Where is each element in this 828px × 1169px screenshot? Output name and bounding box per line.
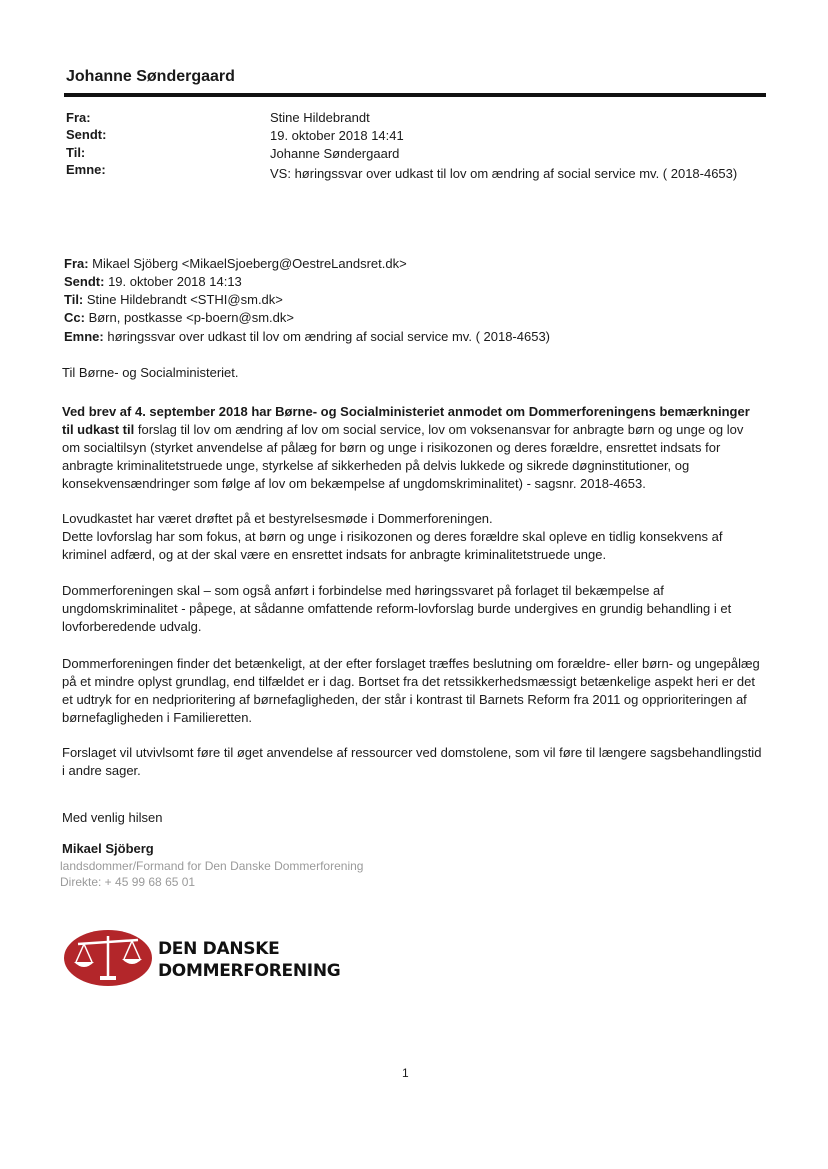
forwarded-cc-line <box>64 308 294 327</box>
mailbox-owner-name: Johanne Søndergaard <box>66 68 235 85</box>
signature-title: landsdommer/Formand for Den Danske Dommerforening <box>60 859 364 873</box>
page-number: 1 <box>402 1066 409 1080</box>
forwarded-sent-line <box>64 272 242 291</box>
forwarded-to-line <box>64 290 283 309</box>
outer-sent-value: 19. oktober 2018 14:41 <box>270 128 404 143</box>
header-rule <box>64 93 766 97</box>
body-paragraph-1 <box>62 403 762 493</box>
body-paragraph-4: Dommerforeningen skal – som også anført i forbindelse med høringssvaret på forlaget til bekæmpelse af ungdomskriminalitet - påpege, at sådanne omfattende reform-lovforslag burde undergives en grundig behandling i et lovforberedende udvalg. <box>62 583 732 634</box>
outer-sent-label: Sendt: <box>66 127 107 142</box>
forwarded-to-label: Til: <box>64 292 84 307</box>
scales-of-justice-icon <box>62 928 154 988</box>
forwarded-from-value: Mikael Sjöberg <MikaelSjoeberg@OestreLandsret.dk> <box>88 256 407 271</box>
outer-to-value: Johanne Søndergaard <box>270 146 400 161</box>
forwarded-to-value: Stine Hildebrandt <STHI@sm.dk> <box>83 292 283 307</box>
logo-line-1: DEN DANSKE <box>158 939 280 959</box>
forwarded-from-label: Fra: <box>64 256 89 271</box>
closing-greeting: Med venlig hilsen <box>62 810 163 825</box>
body-paragraph-1-rest: forslag til lov om ændring af lov om social service, lov om voksenansvar for anbragte børn og unge og lov om socialtilsyn (styrket anvendelse af pålæg for børn og unge i risikozonen og deres forældre, ensrettet indsats for anbragte kriminalitetstruede unge, styrkelse af sikkerheden på delvis lukkede og sikrede døgninstitutioner, og konsekvensændringer som følge af lov om bekæmpelse af ungdomskriminalitet) - sagsnr. 2018-4653. <box>62 422 744 491</box>
signature-phone: Direkte: + 45 99 68 65 01 <box>60 875 196 889</box>
forwarded-sent-label: Sendt: <box>64 274 105 289</box>
forwarded-cc-label: Cc: <box>64 310 85 325</box>
signature-name: Mikael Sjöberg <box>62 841 154 856</box>
outer-subject-value: VS: høringssvar over udkast til lov om ændring af social service mv. ( 2018-4653) <box>270 166 738 181</box>
forwarded-subject-label: Emne: <box>64 329 104 344</box>
outer-from-label: Fra: <box>66 110 91 125</box>
forwarded-cc-value: Børn, postkasse <p-boern@sm.dk> <box>84 310 294 325</box>
logo-wordmark <box>158 938 340 982</box>
body-paragraph-1-bold: Ved brev af 4. september 2018 har Børne- og Socialministeriet anmodet om Dommerforeningens bemærkninger til udkast til <box>62 404 750 437</box>
salutation: Til Børne- og Socialministeriet. <box>62 365 239 380</box>
body-paragraph-2: Lovudkastet har været drøftet på et bestyrelsesmøde i Dommerforeningen. <box>62 511 493 526</box>
body-paragraph-3: Dette lovforslag har som fokus, at børn og unge i risikozonen og deres forældre skal opleve en tidlig konsekvens af kriminel adfærd, og at der skal være en ensrettet indsats for anbragte kriminalitetstruede unge. <box>62 529 723 562</box>
forwarded-subject-value: høringssvar over udkast til lov om ændring af social service mv. ( 2018-4653) <box>103 329 551 344</box>
dommerforening-logo <box>62 928 362 992</box>
outer-to-label: Til: <box>66 145 86 160</box>
body-paragraph-5: Dommerforeningen finder det betænkeligt, at der efter forslaget træffes beslutning om forældre- eller børn- og ungepålæg på et mindre oplyst grundlag, end tilfældet er i dag. Bortset fra det retssikkerhedsmæssigt betænkelige aspekt heri er det et udtryk for en nedprioritering af børnefagligheden, der står i kontrast til Barnets Reform fra 2011 og opprioriteringen af børnefagligheden i Familieretten. <box>62 656 760 725</box>
body-paragraph-6: Forslaget vil utvivlsomt føre til øget anvendelse af ressourcer ved domstolene, som vil føre til længere sagsbehandlingstid i andre sager. <box>62 745 762 778</box>
logo-line-2: DOMMERFORENING <box>158 961 341 981</box>
forwarded-from-line <box>64 254 407 273</box>
forwarded-sent-value: 19. oktober 2018 14:13 <box>104 274 242 289</box>
outer-subject-label: Emne: <box>66 162 106 177</box>
outer-from-value: Stine Hildebrandt <box>270 110 370 125</box>
forwarded-subject-line <box>64 327 550 346</box>
